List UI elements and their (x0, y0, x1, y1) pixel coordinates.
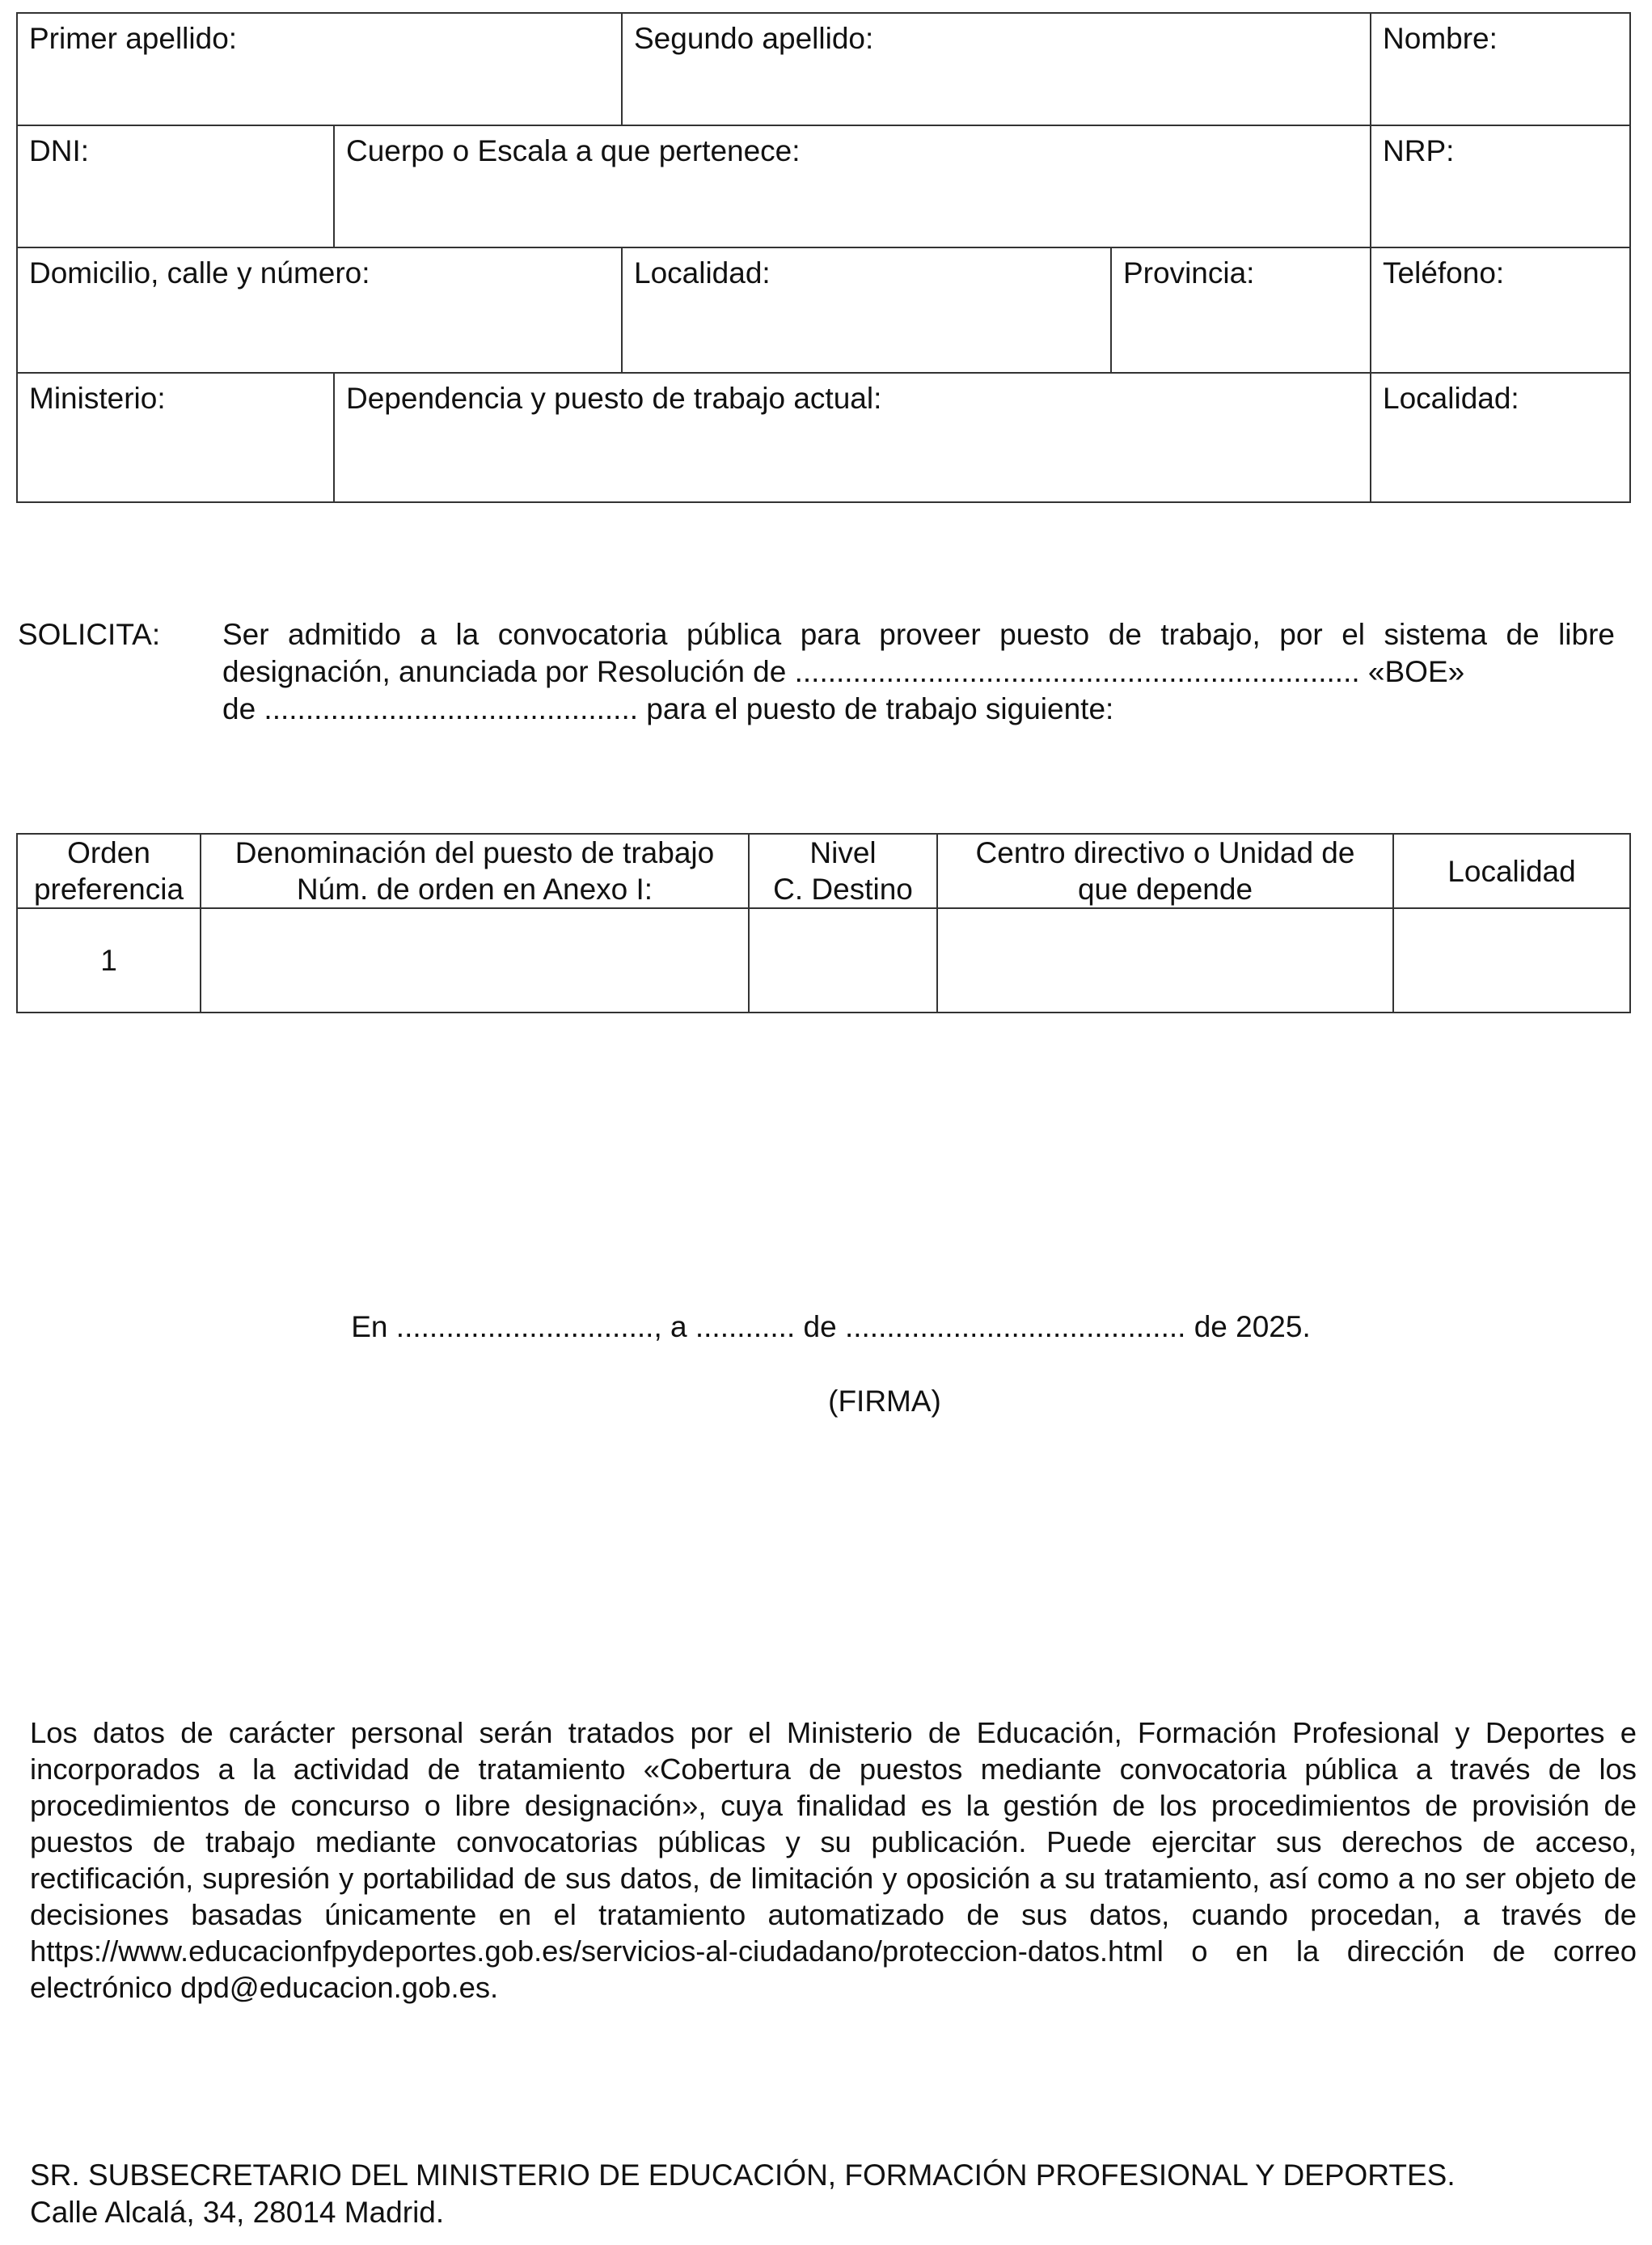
field-label: Segundo apellido: (634, 22, 874, 55)
cell-localidad[interactable] (1393, 908, 1630, 1013)
signature-label: (FIRMA) (828, 1385, 941, 1418)
field-ministerio[interactable] (17, 373, 334, 502)
field-label: NRP: (1383, 134, 1455, 167)
personal-data-table (16, 12, 1631, 503)
field-cuerpo-escala[interactable] (334, 125, 1371, 247)
field-label: Primer apellido: (29, 22, 238, 55)
addressee-line: Calle Alcalá, 34, 28014 Madrid. (30, 2196, 445, 2229)
column-header-denominacion: Denominación del puesto de trabajo Núm. de orden en Anexo I: (201, 834, 749, 908)
cell-centro-directivo[interactable] (937, 908, 1393, 1013)
field-telefono[interactable] (1371, 247, 1630, 373)
cell-denominacion[interactable] (201, 908, 749, 1013)
field-label: Nombre: (1383, 22, 1498, 55)
field-provincia[interactable] (1111, 247, 1371, 373)
addressee (30, 2157, 1456, 2231)
field-label: Ministerio: (29, 382, 166, 415)
field-dni[interactable] (17, 125, 334, 247)
column-header-nivel: Nivel C. Destino (749, 834, 937, 908)
field-label: Dependencia y puesto de trabajo actual: (346, 382, 882, 415)
cell-nivel[interactable] (749, 908, 937, 1013)
table-row (17, 908, 1630, 1013)
field-dependencia-puesto[interactable] (334, 373, 1371, 502)
field-nrp[interactable] (1371, 125, 1630, 247)
field-domicilio[interactable] (17, 247, 622, 373)
column-header-centro-directivo: Centro directivo o Unidad de que depende (937, 834, 1393, 908)
field-label: DNI: (29, 134, 89, 167)
field-segundo-apellido[interactable] (622, 13, 1371, 125)
solicita-text (222, 616, 1615, 728)
field-localidad-actual[interactable] (1371, 373, 1630, 502)
field-label: Localidad: (634, 256, 771, 290)
field-label: Provincia: (1123, 256, 1255, 290)
field-label: Localidad: (1383, 382, 1519, 415)
solicita-line: Ser admitido a la convocatoria pública para proveer puesto de trabajo, por el sistema de libre designación, anunciada por Resolución de .................................................................... «BOE» (222, 618, 1615, 688)
column-header-localidad: Localidad (1393, 834, 1630, 908)
date-line: En ..............................., a ............ de ......................................... de 2025. (351, 1310, 1311, 1343)
cell-orden: 1 (17, 908, 201, 1013)
field-primer-apellido[interactable] (17, 13, 622, 125)
field-nombre[interactable] (1371, 13, 1630, 125)
column-header-orden: Orden preferencia (17, 834, 201, 908)
field-label: Cuerpo o Escala a que pertenece: (346, 134, 801, 167)
privacy-notice: Los datos de carácter personal serán tratados por el Ministerio de Educación, Formación Profesional y Deportes e incorporados a la actividad de tratamiento «Cobertura de puestos mediante convocatoria pública a través de los procedimientos de concurso o libre designación», cuya finalidad es la gestión de los procedimientos de provisión de puestos de trabajo mediante convocatorias públicas y su publicación. Puede ejercitar sus derechos de acceso, rectificación, supresión y portabilidad de sus datos, de limitación y oposición a su tratamiento, así como a no ser objeto de decisiones basadas únicamente en el tratamiento automatizado de sus datos, cuando procedan, a través de https://www.educacionfpydeportes.gob.es/servicios-al-ciudadano/proteccion-datos.html o en la dirección de correo electrónico dpd@educacion.gob.es. (30, 1716, 1637, 2004)
field-localidad[interactable] (622, 247, 1111, 373)
field-label: Domicilio, calle y número: (29, 256, 370, 290)
solicita-line: de ............................................. para el puesto de trabajo siguiente: (222, 692, 1114, 725)
addressee-line: SR. SUBSECRETARIO DEL MINISTERIO DE EDUCACIÓN, FORMACIÓN PROFESIONAL Y DEPORTES. (30, 2158, 1456, 2192)
solicita-label: SOLICITA: (18, 618, 161, 651)
job-preference-table (16, 833, 1631, 1013)
table-header-row (17, 834, 1630, 908)
field-label: Teléfono: (1383, 256, 1505, 290)
